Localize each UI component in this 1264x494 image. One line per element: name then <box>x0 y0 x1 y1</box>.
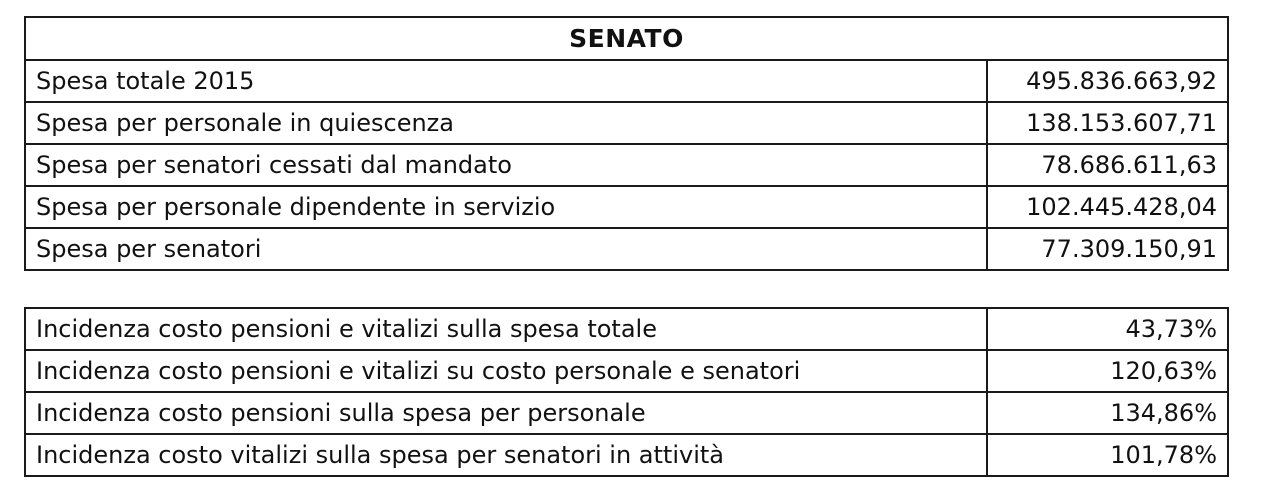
row-value: 43,73% <box>987 308 1228 350</box>
table-row <box>25 144 1228 186</box>
senato-expense-table <box>24 16 1229 271</box>
table-row <box>25 60 1228 102</box>
row-value: 101,78% <box>987 434 1228 476</box>
row-label: Spesa per senatori <box>25 228 987 270</box>
row-value: 495.836.663,92 <box>987 60 1228 102</box>
row-label: Spesa totale 2015 <box>25 60 987 102</box>
row-label: Incidenza costo pensioni e vitalizi sulla spesa totale <box>25 308 987 350</box>
table-title: SENATO <box>25 17 1228 60</box>
row-value: 77.309.150,91 <box>987 228 1228 270</box>
row-value: 102.445.428,04 <box>987 186 1228 228</box>
table-row <box>25 350 1228 392</box>
table-row <box>25 308 1228 350</box>
row-value: 138.153.607,71 <box>987 102 1228 144</box>
row-label: Incidenza costo pensioni sulla spesa per personale <box>25 392 987 434</box>
row-label: Spesa per personale dipendente in servizio <box>25 186 987 228</box>
row-label: Spesa per personale in quiescenza <box>25 102 987 144</box>
table-row <box>25 186 1228 228</box>
row-value: 120,63% <box>987 350 1228 392</box>
table-row <box>25 434 1228 476</box>
table-header-row <box>25 17 1228 60</box>
table-row <box>25 228 1228 270</box>
row-value: 134,86% <box>987 392 1228 434</box>
row-value: 78.686.611,63 <box>987 144 1228 186</box>
row-label: Incidenza costo pensioni e vitalizi su costo personale e senatori <box>25 350 987 392</box>
incidence-table <box>24 307 1229 477</box>
table-row <box>25 392 1228 434</box>
table-row <box>25 102 1228 144</box>
row-label: Incidenza costo vitalizi sulla spesa per senatori in attività <box>25 434 987 476</box>
row-label: Spesa per senatori cessati dal mandato <box>25 144 987 186</box>
